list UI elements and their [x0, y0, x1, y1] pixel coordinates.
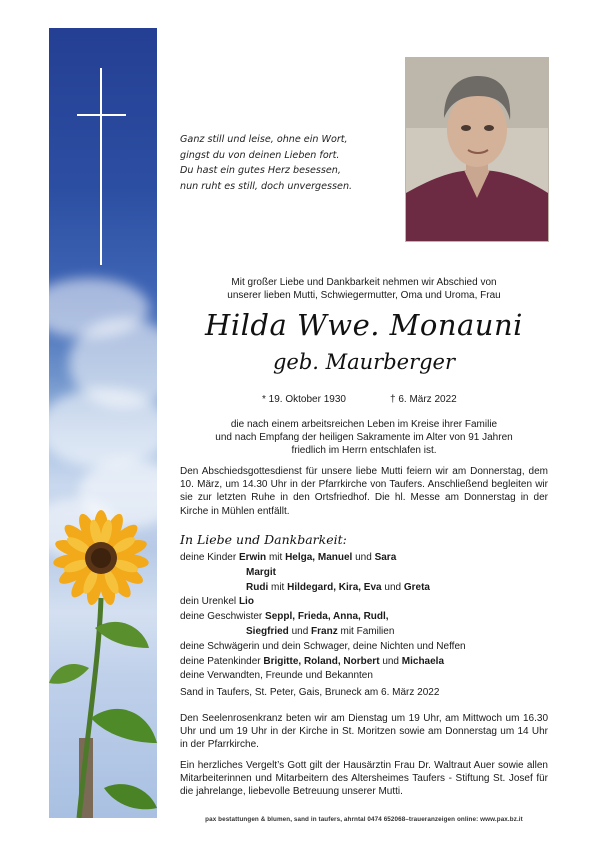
- mourner-line-godchildren: [180, 655, 548, 670]
- label: deine Geschwister: [180, 611, 263, 623]
- name: Siegfried: [246, 625, 289, 637]
- birth-date: * 19. Oktober 1930: [262, 394, 346, 405]
- label: mit: [268, 552, 283, 563]
- mourner-line-rudi: [180, 581, 548, 596]
- cross-bar: [77, 114, 126, 116]
- label: und: [382, 655, 399, 667]
- service-text: Den Abschiedsgottesdienst für unsere liebe Mutti feiern wir am Donnerstag, dem 10. März, um 14.30 Uhr in der Pfarrkirche von Taufers. Anschließend begleiten wir sie zur letzten Ruhe in den Ortsfriedhof. Die hl. Messe am Donnerstag in der Kirche in Mühlen entfällt.: [180, 466, 548, 517]
- passing-line: und nach Empfang der heiligen Sakramente im Alter von 91 Jahren: [215, 432, 513, 444]
- name: Lio: [238, 596, 254, 608]
- cross-icon: [100, 68, 102, 265]
- mourners-heading: In Liebe und Dankbarkeit:: [180, 532, 347, 547]
- mourner-line-siblings2: [180, 625, 548, 640]
- passing-line: die nach einem arbeitsreichen Leben im Kreise ihrer Familie: [230, 419, 498, 430]
- label: dein Urenkel: [180, 596, 237, 608]
- footer-credit: pax bestattungen & blumen, sand in taufers, ahrntal 0474 652068–traueranzeigen online: www.pax.bz.it: [205, 816, 523, 823]
- name: Sara: [374, 552, 397, 563]
- label: und: [291, 625, 309, 637]
- poem-line: nun ruht es still, doch unvergessen.: [180, 180, 353, 192]
- name: Helga, Manuel: [285, 552, 353, 563]
- intro-line: unserer lieben Mutti, Schwiegermutter, Oma und Uroma, Frau: [227, 290, 501, 302]
- mourner-line-siblings: [180, 610, 548, 625]
- sunflower-illustration: [49, 498, 157, 818]
- label: mit: [271, 581, 285, 593]
- intro-line: Mit großer Liebe und Dankbarkeit nehmen wir Abschied von: [231, 277, 497, 288]
- name: Rudi: [246, 581, 269, 593]
- portrait-photo: [405, 57, 549, 242]
- passing-text: [180, 418, 548, 458]
- name: Seppl, Frieda, Anna, Rudl,: [265, 611, 389, 623]
- sky-sunflower-panel: [49, 28, 157, 818]
- rosary-text: Den Seelenrosenkranz beten wir am Dienstag um 19 Uhr, am Mittwoch um 16.30 Uhr und um 19 Uhr in der Kirche in St. Moritzen sowie am Donnerstag um 14 Uhr in der Pfarrkirche.: [180, 713, 548, 751]
- death-date: † 6. März 2022: [390, 394, 457, 405]
- mourner-line-greatgrandchild: [180, 595, 548, 610]
- mourners-list: [180, 551, 548, 684]
- maiden-name: geb. Maurberger: [272, 350, 456, 374]
- passing-line: friedlich im Herrn entschlafen ist.: [291, 445, 437, 457]
- label: und: [384, 581, 402, 593]
- mourner-line-margit: [180, 566, 548, 581]
- name: Brigitte, Roland, Norbert: [263, 655, 380, 667]
- poem: [180, 132, 390, 194]
- deceased-name: Hilda Wwe. Monauni: [205, 308, 523, 342]
- name: Erwin: [238, 552, 267, 563]
- thanks-text: Ein herzliches Vergelt’s Gott gilt der Hausärztin Frau Dr. Waltraut Auer sowie allen Mitarbeiterinnen und Mitarbeitern des Altersheimes Taufers - Stiftung St. Josef für die jahrelange, liebevolle Betreuung unserer Mutti.: [180, 760, 548, 798]
- poem-line: gingst du von deinen Lieben fort.: [180, 149, 340, 161]
- mourner-line-relatives: deine Verwandten, Freunde und Bekannten: [180, 670, 373, 682]
- name: Hildegard, Kira, Eva: [287, 581, 382, 593]
- poem-line: Du hast ein gutes Herz besessen,: [180, 165, 341, 176]
- place-date: Sand in Taufers, St. Peter, Gais, Bruneck am 6. März 2022: [180, 687, 440, 698]
- mourner-line-inlaws: deine Schwägerin und dein Schwager, deine Nichten und Neffen: [180, 640, 466, 652]
- label: mit Familien: [340, 625, 395, 637]
- name: Margit: [246, 566, 276, 578]
- name: Michaela: [401, 655, 445, 667]
- intro-text: [180, 276, 548, 302]
- name: Greta: [403, 581, 430, 593]
- name: Franz: [311, 625, 338, 637]
- label: deine Kinder: [180, 552, 237, 563]
- label: deine Patenkinder: [180, 655, 261, 667]
- mourner-line-children: [180, 551, 548, 566]
- label: und: [355, 552, 372, 563]
- poem-line: Ganz still und leise, ohne ein Wort,: [180, 134, 348, 145]
